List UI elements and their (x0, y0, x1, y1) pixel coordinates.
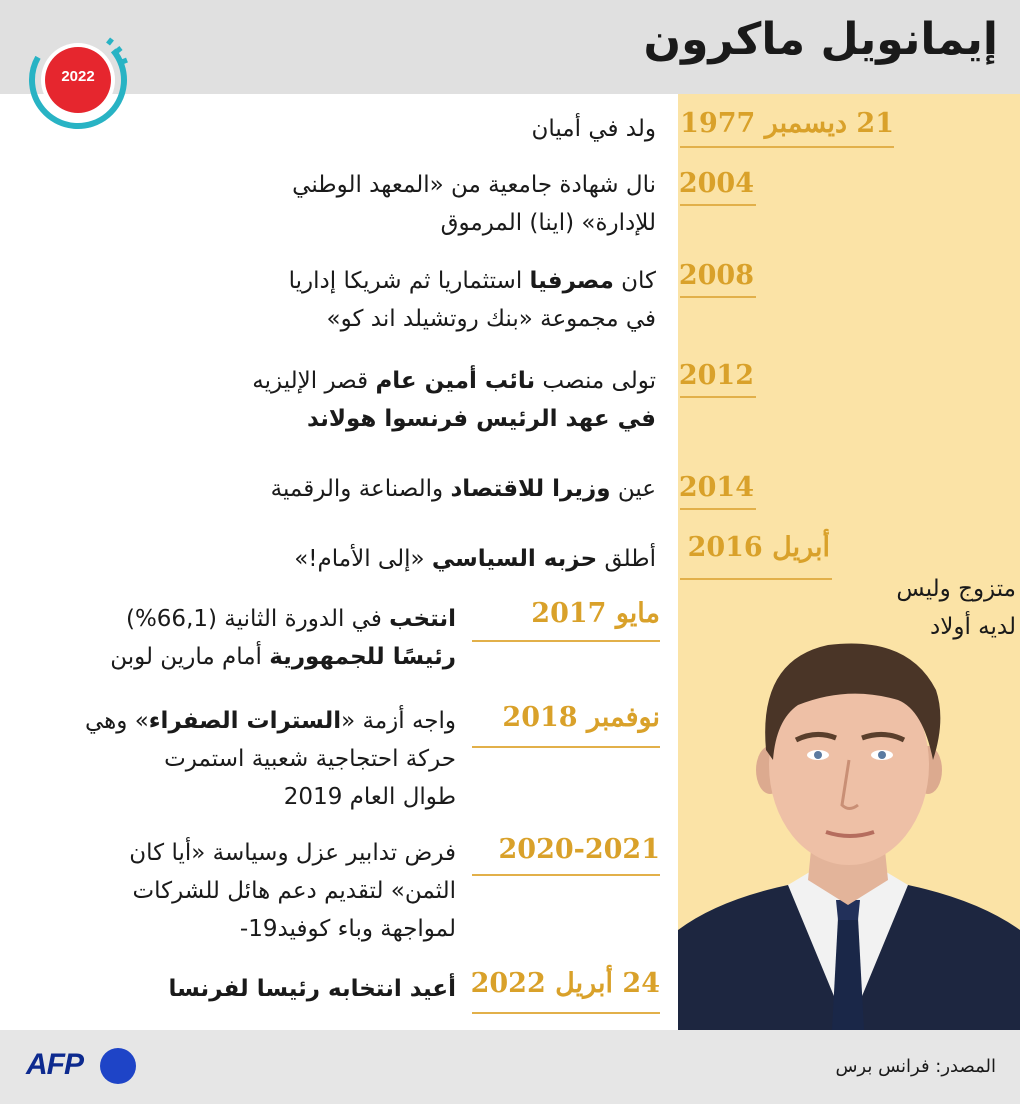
afp-logo-text: AFP (26, 1048, 83, 1081)
timeline-date: أبريل 2016 (687, 532, 830, 563)
description-line (292, 166, 656, 204)
text: حركة احتجاجية شعبية استمرت (164, 746, 456, 772)
timeline-description (531, 110, 656, 148)
text: قصر الإليزيه (252, 368, 376, 394)
year-badge (28, 30, 128, 130)
text: تولى منصب (535, 368, 656, 394)
text: «إلى الأمام!» (294, 546, 432, 572)
family-note (816, 570, 1016, 646)
timeline-rule (472, 640, 660, 642)
timeline-date: نوفمبر 2018 (502, 702, 660, 733)
description-line (85, 702, 456, 740)
timeline-date: 2020-2021 (498, 834, 660, 865)
text: نال شهادة جامعية من «المعهد الوطني (292, 172, 656, 198)
badge-year: 2022 (61, 68, 95, 85)
timeline-rule (680, 578, 832, 580)
timeline-description (129, 834, 456, 948)
timeline-rule (680, 296, 756, 298)
timeline-date: 21 ديسمبر 1977 (680, 108, 894, 139)
bold-text: نائب أمين عام (375, 368, 536, 394)
family-line-1: متزوج وليس (896, 576, 1016, 602)
text: الثمن» لتقديم دعم هائل للشركات (132, 878, 456, 904)
timeline-description (169, 970, 456, 1008)
timeline-description (252, 362, 656, 438)
bold-text: أعيد انتخابه رئيسا لفرنسا (168, 976, 456, 1002)
description-line (292, 204, 656, 242)
text: لمواجهة وباء كوفيد19- (239, 916, 456, 942)
timeline-rule (680, 146, 894, 148)
timeline-rule (680, 204, 756, 206)
bold-text: انتخب (389, 606, 456, 632)
description-line (252, 400, 656, 438)
bold-text: حزبه السياسي (431, 546, 598, 572)
text: عين (610, 476, 656, 502)
family-line-2: لديه أولاد (930, 614, 1016, 640)
description-line (289, 262, 656, 300)
description-line (271, 470, 656, 508)
bold-text: رئيسًا للجمهورية (269, 644, 456, 670)
bold-text: السترات الصفراء (148, 708, 342, 734)
description-line (110, 638, 456, 676)
text: والصناعة والرقمية (270, 476, 451, 502)
text: » وهي (85, 708, 149, 734)
timeline-date: 2014 (678, 472, 754, 503)
description-line (531, 110, 656, 148)
bold-text: وزيرا للاقتصاد (450, 476, 611, 502)
portrait-photo (678, 600, 1020, 1030)
timeline-description (294, 540, 656, 578)
description-line (85, 778, 456, 816)
timeline-description (110, 600, 456, 676)
description-line (129, 872, 456, 910)
description-line (110, 600, 456, 638)
timeline-description (292, 166, 656, 242)
timeline-date: مايو 2017 (531, 598, 660, 629)
description-line (289, 300, 656, 338)
timeline-date: 2012 (678, 360, 754, 391)
timeline-date: 2008 (678, 260, 754, 291)
timeline-description (85, 702, 456, 816)
text: استثماريا ثم شريكا إداريا (288, 268, 530, 294)
text: فرض تدابير عزل وسياسة «أيا كان (129, 840, 456, 866)
afp-dot-icon (100, 1048, 136, 1084)
timeline-date: 2004 (678, 168, 754, 199)
timeline-description (271, 470, 656, 508)
description-line (169, 970, 456, 1008)
text: كان (613, 268, 656, 294)
timeline-rule (680, 508, 756, 510)
text: للإدارة» (اينا) المرموق (440, 210, 656, 236)
footer (0, 1030, 1020, 1104)
timeline-description (289, 262, 656, 338)
timeline-rule (472, 746, 660, 748)
text: ولد في أميان (531, 116, 656, 142)
header-bar (0, 0, 1020, 94)
timeline-rule (472, 874, 660, 876)
description-line (85, 740, 456, 778)
description-line (294, 540, 656, 578)
afp-logo (26, 1046, 146, 1086)
text: واجه أزمة « (341, 708, 456, 734)
text: في الدورة الثانية (66,1%) (125, 606, 390, 632)
text: في مجموعة «بنك روتشيلد اند كو» (326, 306, 656, 332)
description-line (129, 910, 456, 948)
description-line (129, 834, 456, 872)
page-title: إيمانويل ماكرون (643, 14, 998, 65)
description-line (252, 362, 656, 400)
bold-text: في عهد الرئيس فرنسوا هولاند (306, 406, 656, 432)
timeline-date: 24 أبريل 2022 (470, 968, 660, 999)
timeline-rule (472, 1012, 660, 1014)
timeline-rule (680, 396, 756, 398)
text: أمام مارين لوبن (110, 644, 270, 670)
text: طوال العام 2019 (283, 784, 456, 810)
source-credit: المصدر: فرانس برس (835, 1056, 996, 1077)
text: أطلق (597, 546, 656, 572)
bold-text: مصرفيا (529, 268, 614, 294)
